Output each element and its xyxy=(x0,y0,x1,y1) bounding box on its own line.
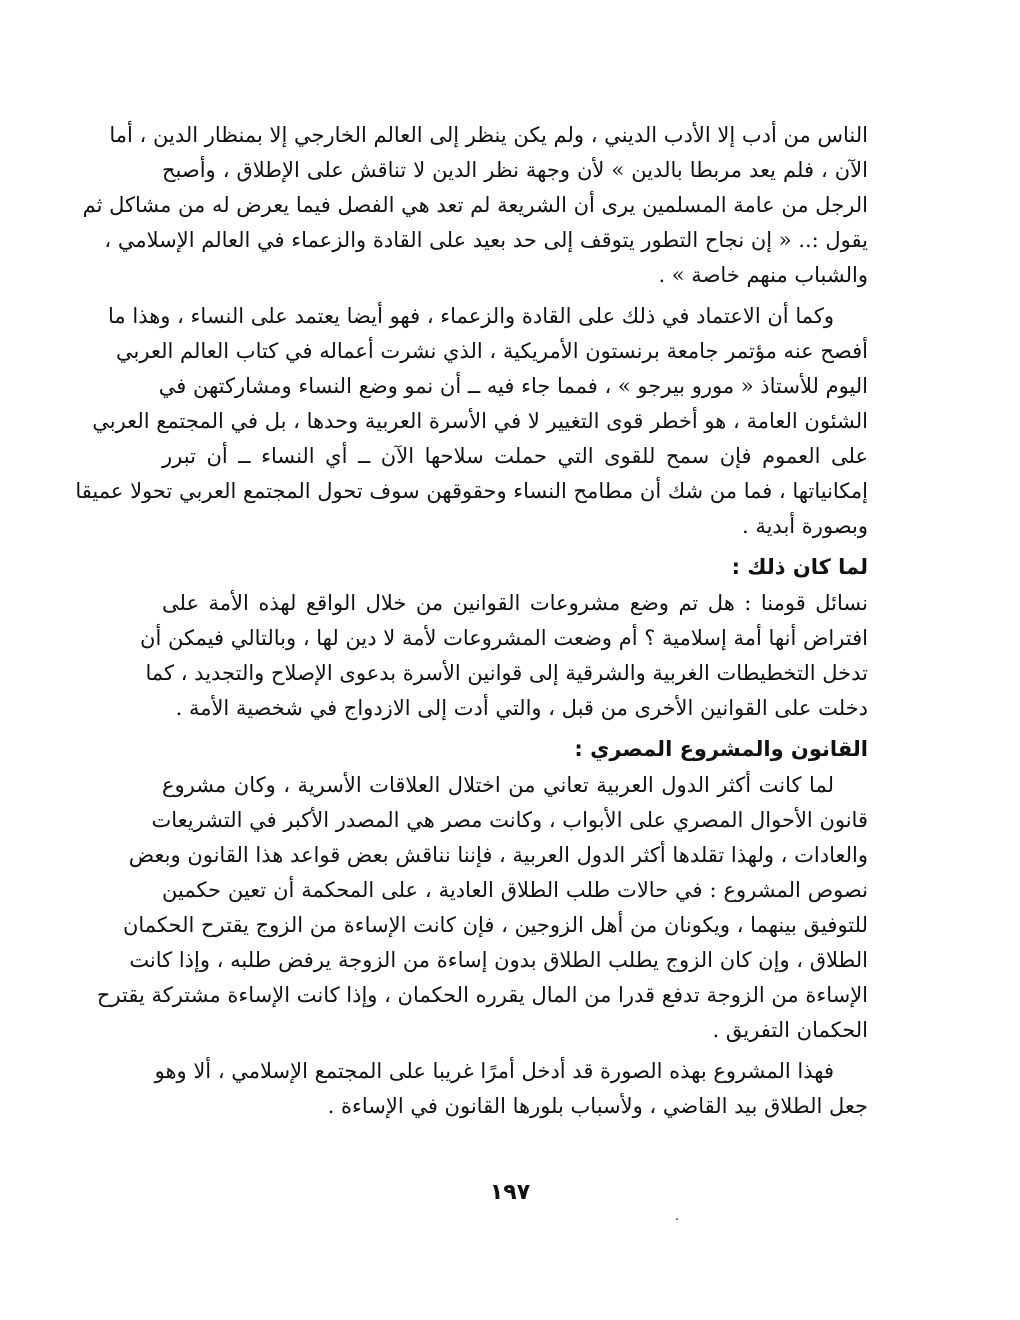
paragraph-2 xyxy=(75,299,868,544)
text-line: نسائل قومنا : هل تم وضع مشروعات القوانين من خلال الواقع لهذه الأمة على xyxy=(162,591,868,615)
text-line: قانون الأحوال المصري على الأبواب ، وكانت مصر هي المصدر الأكبر في التشريعات xyxy=(151,808,868,832)
text-line: الطلاق ، وإن كان الزوج يطلب الطلاق بدون إساءة من الزوجة يرفض طلبه ، وإذا كانت xyxy=(129,948,868,972)
text-line: جعل الطلاق بيد القاضي ، ولأسباب بلورها القانون في الإساءة . xyxy=(327,1094,868,1118)
text-line: تدخل التخطيطات الغربية والشرقية إلى قوانين الأسرة بدعوى الإصلاح والتجديد ، كما xyxy=(145,661,868,685)
text-line: وكما أن الاعتماد في ذلك على القادة والزعماء ، فهو أيضا يعتمد على النساء ، وهذا ما xyxy=(108,304,834,328)
text-line: والعادات ، ولهذا تقلدها أكثر الدول العربية ، فإننا نناقش بعض قواعد هذا القانون وبعض xyxy=(128,843,868,867)
text-line: نصوص المشروع : في حالات طلب الطلاق العادية ، على المحكمة أن تعين حكمين xyxy=(162,878,868,902)
text-line: للتوفيق بينهما ، ويكونان من أهل الزوجين ، فإن كانت الإساءة من الزوج يقترح الحكمان xyxy=(122,913,868,937)
text-line: والشباب منهم خاصة » . xyxy=(658,263,868,287)
scan-speck xyxy=(676,1218,678,1220)
text-line: إمكانياتها ، فما من شك أن مطامح النساء وحقوقهن سوف تحول المجتمع العربي تحولا عميقا xyxy=(75,479,868,503)
paragraph-5 xyxy=(154,1054,868,1124)
text-line: الإساءة من الزوجة تدفع قدرا من المال يقرره الحكمان ، وإذا كانت الإساءة مشتركة يقترح xyxy=(96,983,868,1007)
text-line: يقول :.. « إن نجاح التطور يتوقف إلى حد بعيد على القادة والزعماء في العالم الإسلامي ، xyxy=(104,228,868,252)
text-line: اليوم للأستاذ « مورو بيرجو » ، فمما جاء فيه ــ أن نمو وضع النساء ومشاركتهن في xyxy=(158,374,868,398)
text-line: وبصورة أبدية . xyxy=(741,514,868,538)
text-line: الحكمان التفريق . xyxy=(712,1018,868,1042)
text-line: على العموم فإن سمح للقوى التي حملت سلاحها الآن ــ أي النساء ــ أن تبرر xyxy=(162,444,868,468)
page-number: ١٩٧ xyxy=(489,1180,531,1205)
section-heading-2: القانون والمشروع المصري : xyxy=(574,737,868,761)
text-line: الآن ، فلم يعد مربطا بالدين » لأن وجهة نظر الدين لا تناقش على الإطلاق ، وأصبح xyxy=(162,158,868,182)
text-line: لما كانت أكثر الدول العربية تعاني من اختلال العلاقات الأسرية ، وكان مشروع xyxy=(162,773,834,797)
text-line: افتراض أنها أمة إسلامية ؟ أم وضعت المشروعات لأمة لا دين لها ، وبالتالي فيمكن أن xyxy=(140,626,868,650)
paragraph-1 xyxy=(82,118,868,293)
text-line: فهذا المشروع بهذه الصورة قد أدخل أمرًا غريبا على المجتمع الإسلامي ، ألا وهو xyxy=(154,1059,834,1083)
section-heading-1: لما كان ذلك : xyxy=(731,555,868,579)
text-line: الشئون العامة ، هو أخطر قوى التغيير لا في الأسرة العربية وحدها ، بل في المجتمع العربي xyxy=(92,409,868,433)
text-line: أفصح عنه مؤتمر جامعة برنستون الأمريكية ، الذي نشرت أعماله في كتاب العالم العربي xyxy=(116,339,868,363)
text-line: دخلت على القوانين الأخرى من قبل ، والتي أدت إلى الازدواج في شخصية الأمة . xyxy=(175,696,868,720)
paragraph-3 xyxy=(140,586,868,726)
text-line: الناس من أدب إلا الأدب الديني ، ولم يكن ينظر إلى العالم الخارجي إلا بمنظار الدين ، أما xyxy=(109,123,868,147)
page-content xyxy=(75,118,868,1130)
paragraph-4 xyxy=(96,768,868,1048)
text-line: الرجل من عامة المسلمين يرى أن الشريعة لم تعد هي الفصل فيما يعرض له من مشاكل ثم xyxy=(82,193,868,217)
